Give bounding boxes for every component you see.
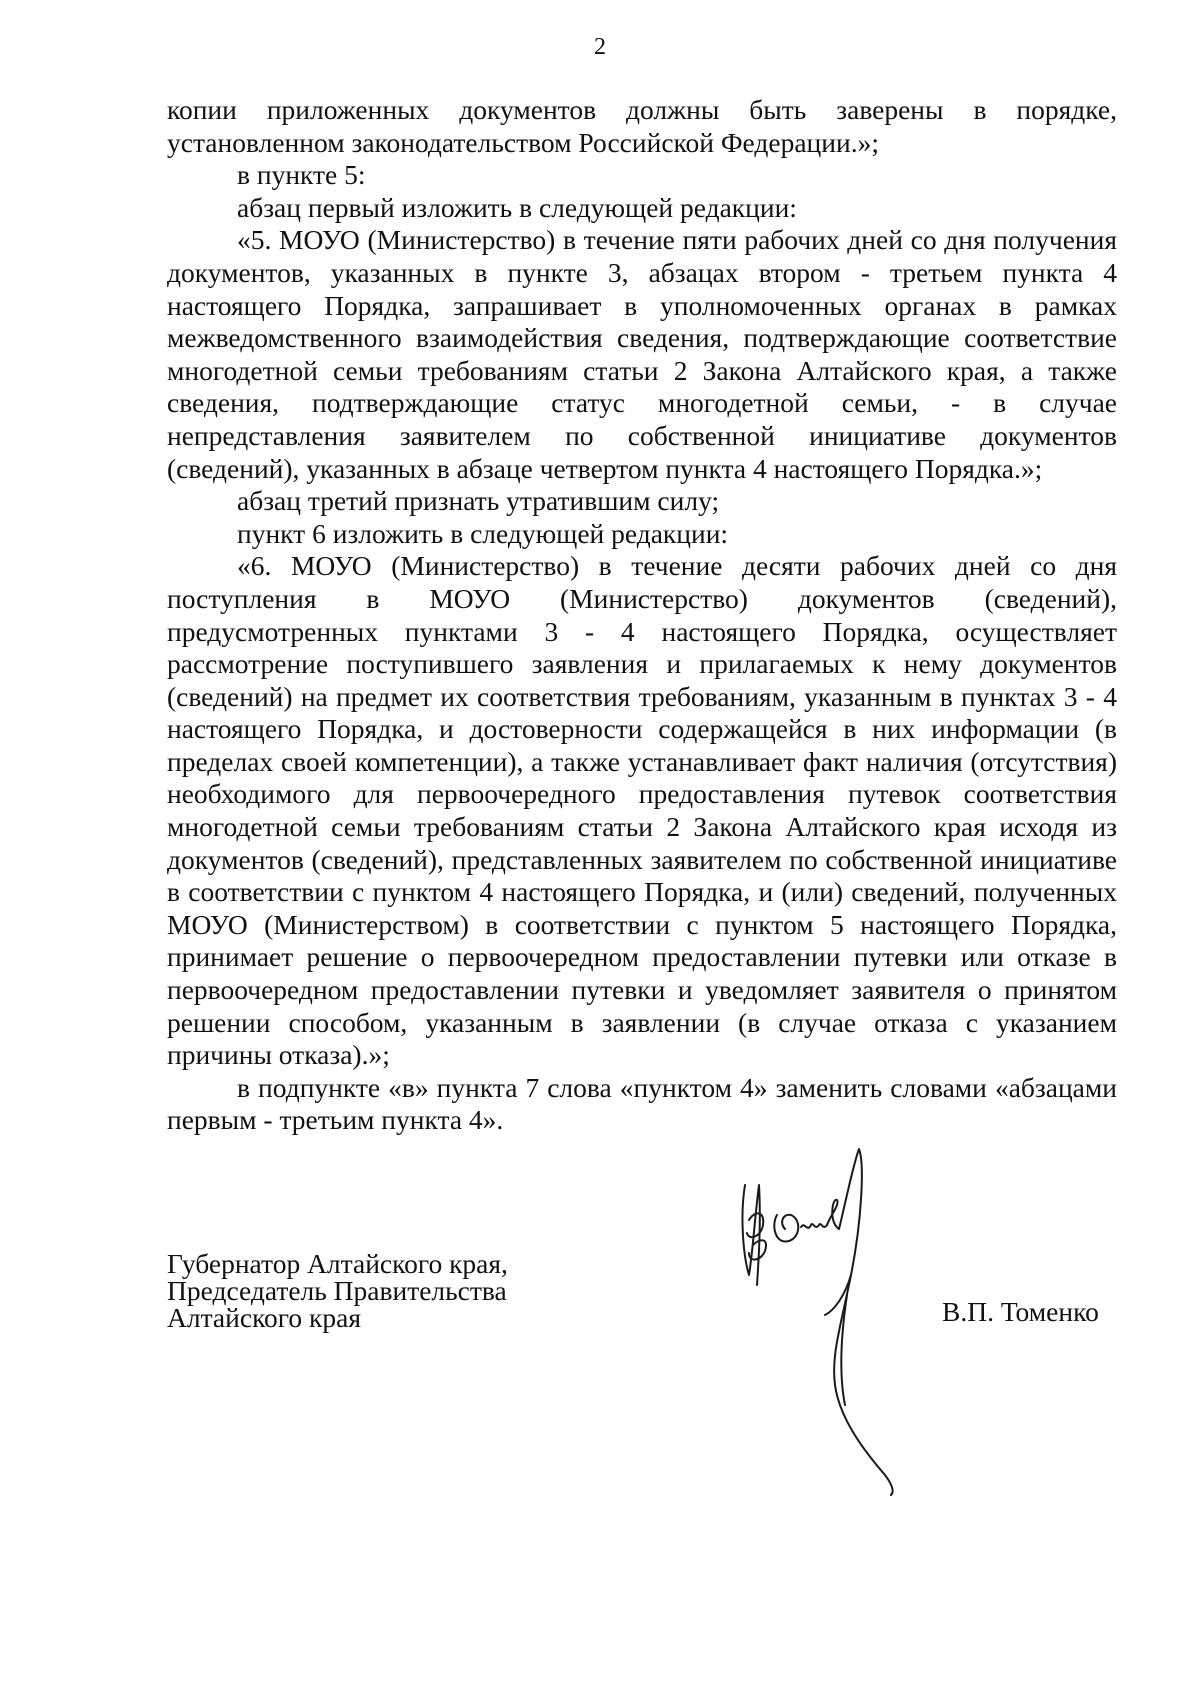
signatory-name: В.П. Томенко	[942, 1296, 1099, 1327]
document-body	[167, 94, 1117, 1137]
paragraph: абзац первый изложить в следующей редакции:	[237, 191, 797, 223]
paragraph: «6. МОУО (Министерство) в течение десяти рабочих дней со дня поступления в МОУО (Министерство) документов (сведений), предусмотренных пунктами 3 - 4 настоящего Порядка, осуществляет рассмотрение поступившего заявления и прилагаемых к нему документов (сведений) на предмет их соответствия требованиям, указанным в пунктах 3 - 4 настоящего Порядка, и достоверности содержащейся в них информации (в пределах своей компетенции), а также устанавливает факт наличия (отсутствия) необходимого для первоочередного предоставления путевок соответствия многодетной семьи требованиям статьи 2 Закона Алтайского края исходя из документов (сведений), представленных заявителем по собственной инициативе в соответствии с пунктом 4 настоящего Порядка, и (или) сведений, полученных МОУО (Министерством) в соответствии с пунктом 5 настоящего Порядка, принимает решение о первоочередном предоставлении путевки или отказе в первоочередном предоставлении путевки и уведомляет заявителя о принятом решении способом, указанным в заявлении (в случае отказа с указанием причины отказа).»;	[167, 550, 1117, 1071]
signatory-title-line: Председатель Правительства	[167, 1275, 507, 1306]
paragraph: копии приложенных документов должны быть заверены в порядке, установленном законодательством Российской Федерации.»;	[167, 94, 1117, 158]
handwritten-signature	[735, 1145, 925, 1500]
signatory-title	[167, 1250, 508, 1331]
paragraph: «5. МОУО (Министерство) в течение пяти рабочих дней со дня получения документов, указанных в пункте 3, абзацах втором - третьем пункта 4 настоящего Порядка, запрашивает в уполномоченных органах в рамках межведомственного взаимодействия сведения, подтверждающие соответствие многодетной семьи требованиям статьи 2 Закона Алтайского края, а также сведения, подтверждающие статус многодетной семьи, - в случае непредставления заявителем по собственной инициативе документов (сведений), указанных в абзаце четвертом пункта 4 настоящего Порядка.»;	[167, 224, 1117, 484]
page-number: 2	[594, 34, 606, 60]
paragraph: пункт 6 изложить в следующей редакции:	[237, 517, 729, 549]
paragraph: в подпункте «в» пункта 7 слова «пунктом 4» заменить словами «абзацами первым - третьим пункта 4».	[167, 1071, 1117, 1136]
signatory-title-line: Алтайского края	[167, 1302, 361, 1333]
paragraph: в пункте 5:	[237, 159, 366, 191]
signatory-title-line: Губернатор Алтайского края,	[167, 1248, 508, 1279]
paragraph: абзац третий признать утратившим силу;	[237, 485, 720, 517]
